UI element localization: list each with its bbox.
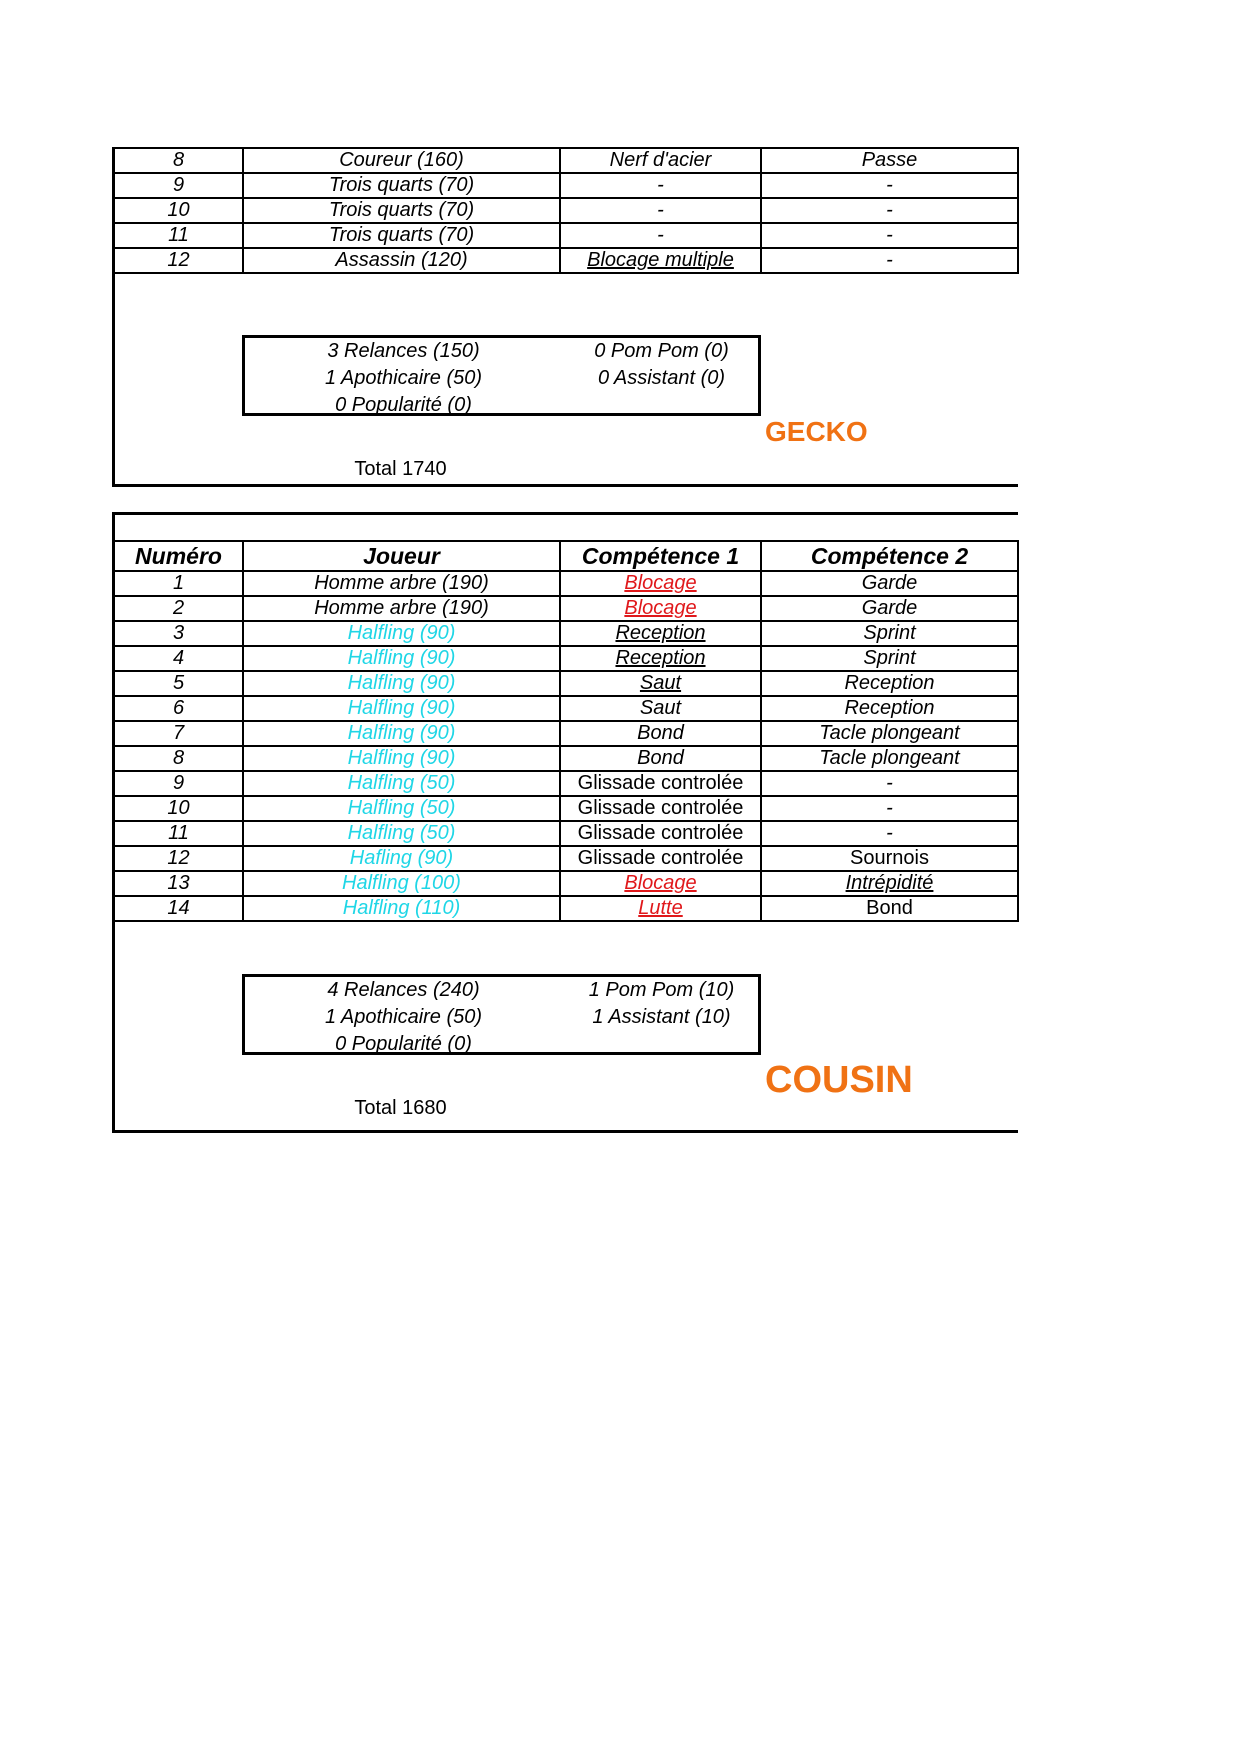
player-number: 6 xyxy=(115,696,243,721)
skill-2: - xyxy=(761,821,1018,846)
player-name: Hafling (90) xyxy=(243,846,560,871)
player-number: 12 xyxy=(115,248,243,273)
table-row xyxy=(115,596,1018,621)
player-number: 7 xyxy=(115,721,243,746)
skill-2: Passe xyxy=(761,148,1018,173)
skill-2: Sournois xyxy=(761,846,1018,871)
skill-1: Blocage multiple xyxy=(560,248,761,273)
column-header-skill-1: Compétence 1 xyxy=(560,541,761,571)
skill-2: Sprint xyxy=(761,621,1018,646)
table-row xyxy=(115,223,1018,248)
player-name: Halfling (110) xyxy=(243,896,560,921)
skill-1: - xyxy=(560,223,761,248)
table-row xyxy=(115,248,1018,273)
skill-1: Glissade controlée xyxy=(560,846,761,871)
skill-2: - xyxy=(761,248,1018,273)
player-number: 8 xyxy=(115,746,243,771)
skill-1: - xyxy=(560,173,761,198)
gecko-roster-section xyxy=(112,147,1018,487)
table-row xyxy=(115,696,1018,721)
assistants-text: 1 Assistant (10) xyxy=(592,1006,731,1028)
cheerleaders-text: 0 Pom Pom (0) xyxy=(594,340,729,362)
popularity-text: 0 Popularité (0) xyxy=(335,1033,472,1055)
apothecary-text: 1 Apothicaire (50) xyxy=(324,367,483,389)
skill-2: - xyxy=(761,223,1018,248)
skill-2: Tacle plongeant xyxy=(761,721,1018,746)
skill-1: Saut xyxy=(560,696,761,721)
table-header-row xyxy=(115,541,1018,571)
skill-2: - xyxy=(761,796,1018,821)
player-number: 2 xyxy=(115,596,243,621)
skill-1: Glissade controlée xyxy=(560,771,761,796)
table-row xyxy=(115,198,1018,223)
table-row xyxy=(115,721,1018,746)
skill-1: - xyxy=(560,198,761,223)
column-header-skill-2: Compétence 2 xyxy=(761,541,1018,571)
player-number: 12 xyxy=(115,846,243,871)
player-name: Halfling (90) xyxy=(243,646,560,671)
table-row xyxy=(115,646,1018,671)
skill-2: - xyxy=(761,198,1018,223)
player-number: 10 xyxy=(115,796,243,821)
player-name: Halfling (90) xyxy=(243,721,560,746)
table-row xyxy=(115,896,1018,921)
player-number: 3 xyxy=(115,621,243,646)
team-total: Total 1740 xyxy=(354,458,447,480)
player-name: Trois quarts (70) xyxy=(243,198,560,223)
player-number: 10 xyxy=(115,198,243,223)
player-name: Halfling (90) xyxy=(243,621,560,646)
table-row xyxy=(115,821,1018,846)
player-name: Assassin (120) xyxy=(243,248,560,273)
skill-2: Reception xyxy=(761,696,1018,721)
table-row xyxy=(115,148,1018,173)
player-number: 11 xyxy=(115,223,243,248)
team-extras-box xyxy=(242,335,761,416)
player-number: 4 xyxy=(115,646,243,671)
team-name: COUSIN xyxy=(765,1059,913,1101)
player-number: 14 xyxy=(115,896,243,921)
cousin-roster-table xyxy=(115,540,1019,922)
gecko-roster-table xyxy=(115,147,1019,274)
popularity-text: 0 Popularité (0) xyxy=(335,394,472,416)
cheerleaders-text: 1 Pom Pom (10) xyxy=(588,979,735,1001)
table-row xyxy=(115,173,1018,198)
player-number: 5 xyxy=(115,671,243,696)
skill-2: Intrépidité xyxy=(761,871,1018,896)
skill-1: Glissade controlée xyxy=(560,796,761,821)
player-name: Homme arbre (190) xyxy=(243,596,560,621)
table-row xyxy=(115,871,1018,896)
skill-1: Reception xyxy=(560,621,761,646)
player-name: Homme arbre (190) xyxy=(243,571,560,596)
player-name: Trois quarts (70) xyxy=(243,223,560,248)
skill-2: Garde xyxy=(761,596,1018,621)
skill-1: Blocage xyxy=(560,871,761,896)
player-name: Trois quarts (70) xyxy=(243,173,560,198)
skill-2: - xyxy=(761,771,1018,796)
player-name: Halfling (50) xyxy=(243,796,560,821)
player-number: 1 xyxy=(115,571,243,596)
skill-1: Lutte xyxy=(560,896,761,921)
table-row xyxy=(115,771,1018,796)
skill-2: - xyxy=(761,173,1018,198)
skill-2: Bond xyxy=(761,896,1018,921)
player-name: Halfling (90) xyxy=(243,671,560,696)
player-number: 9 xyxy=(115,173,243,198)
player-number: 11 xyxy=(115,821,243,846)
player-number: 8 xyxy=(115,148,243,173)
team-extras-box xyxy=(242,974,761,1055)
column-header-number: Numéro xyxy=(115,541,243,571)
player-number: 13 xyxy=(115,871,243,896)
skill-1: Reception xyxy=(560,646,761,671)
player-name: Halfling (90) xyxy=(243,696,560,721)
skill-1: Bond xyxy=(560,746,761,771)
rerolls-text: 4 Relances (240) xyxy=(327,979,480,1001)
skill-2: Garde xyxy=(761,571,1018,596)
skill-2: Reception xyxy=(761,671,1018,696)
table-row xyxy=(115,571,1018,596)
table-row xyxy=(115,671,1018,696)
rerolls-text: 3 Relances (150) xyxy=(327,340,480,362)
team-total: Total 1680 xyxy=(354,1097,447,1119)
player-name: Halfling (100) xyxy=(243,871,560,896)
skill-1: Saut xyxy=(560,671,761,696)
column-header-player: Joueur xyxy=(243,541,560,571)
team-name: GECKO xyxy=(765,416,868,447)
skill-1: Blocage xyxy=(560,571,761,596)
table-row xyxy=(115,746,1018,771)
player-name: Coureur (160) xyxy=(243,148,560,173)
skill-1: Glissade controlée xyxy=(560,821,761,846)
player-number: 9 xyxy=(115,771,243,796)
skill-1: Blocage xyxy=(560,596,761,621)
skill-2: Sprint xyxy=(761,646,1018,671)
skill-1: Bond xyxy=(560,721,761,746)
apothecary-text: 1 Apothicaire (50) xyxy=(324,1006,483,1028)
player-name: Halfling (90) xyxy=(243,746,560,771)
table-row xyxy=(115,846,1018,871)
player-name: Halfling (50) xyxy=(243,771,560,796)
cousin-roster-section xyxy=(112,512,1018,1133)
table-row xyxy=(115,621,1018,646)
table-row xyxy=(115,796,1018,821)
skill-1: Nerf d'acier xyxy=(560,148,761,173)
skill-2: Tacle plongeant xyxy=(761,746,1018,771)
player-name: Halfling (50) xyxy=(243,821,560,846)
assistants-text: 0 Assistant (0) xyxy=(597,367,726,389)
